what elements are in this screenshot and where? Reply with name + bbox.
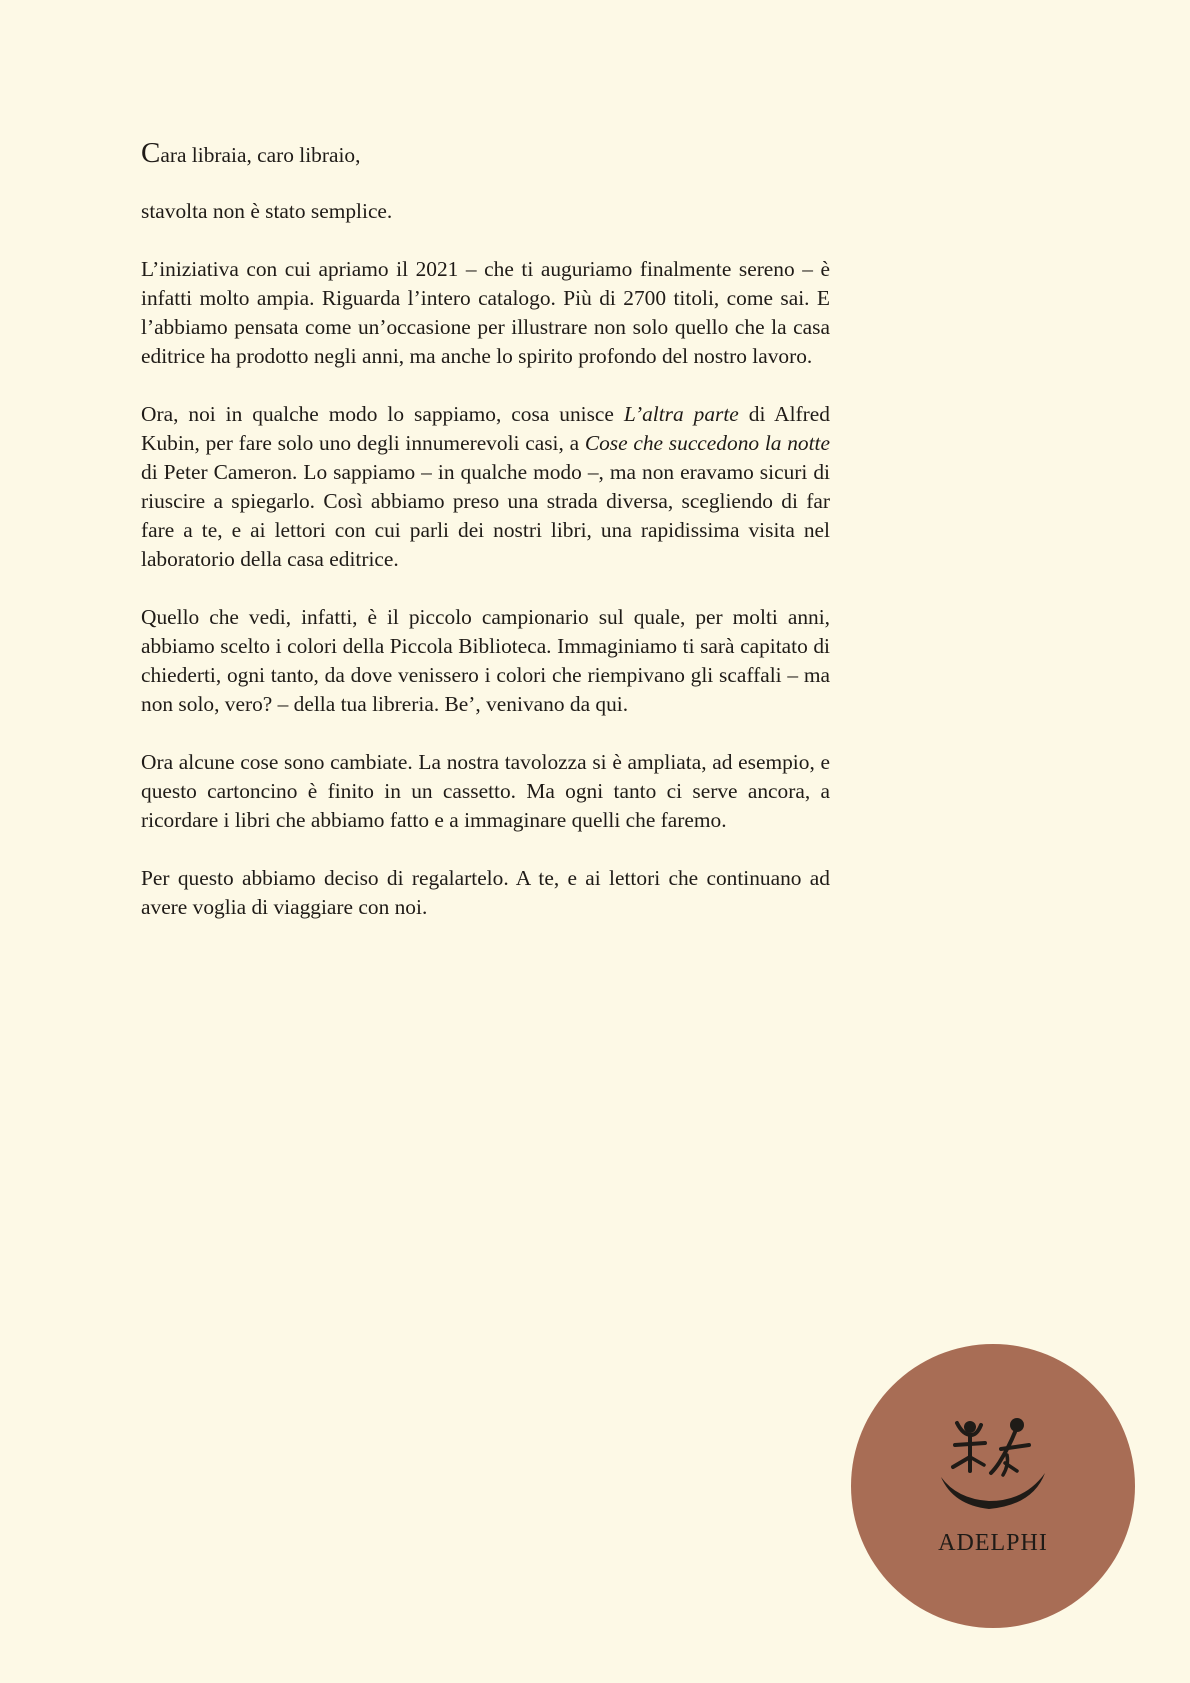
paragraph-5: Per questo abbiamo deciso di regalartelo. A te, e ai lettori che continuano ad avere voglia di viaggiare con noi. xyxy=(141,866,830,919)
paragraph-2 xyxy=(141,400,830,574)
paragraph-4: Ora alcune cose sono cambiate. La nostra tavolozza si è ampliata, ad esempio, e questo cartoncino è finito in un cassetto. Ma ogni tanto ci serve ancora, a ricordare i libri che abbiamo fatto e a immaginare quelli che faremo. xyxy=(141,750,830,832)
salutation-text: ara libraia, caro libraio, xyxy=(160,143,361,167)
paragraph-3: Quello che vedi, infatti, è il piccolo campionario sul quale, per molti anni, abbiamo scelto i colori della Piccola Biblioteca. Immaginiamo ti sarà capitato di chiederti, ogni tanto, da dove venissero i colori che riempivano gli scaffali – ma non solo, vero? – della tua libreria. Be’, venivano da qui. xyxy=(141,605,830,716)
adelphi-emblem-icon xyxy=(937,1413,1049,1513)
salutation xyxy=(141,139,830,170)
opening-line: stavolta non è stato semplice. xyxy=(141,199,393,223)
letter-body xyxy=(141,139,830,951)
paragraph-2-part-a: Ora, noi in qualche modo lo sappiamo, cosa unisce xyxy=(141,402,624,426)
publisher-name: ADELPHI xyxy=(938,1530,1048,1556)
paragraph-1: L’iniziativa con cui apriamo il 2021 – che ti auguriamo finalmente sereno – è infatti molto ampia. Riguarda l’intero catalogo. Più di 2700 titoli, come sai. E l’abbiamo pensata come un’occasione per illustrare non solo quello che la casa editrice ha prodotto negli anni, ma anche lo spirito profondo del nostro lavoro. xyxy=(141,257,830,368)
salutation-initial: C xyxy=(141,137,161,169)
paragraph-2-part-c: di Peter Cameron. Lo sappiamo – in qualche modo –, ma non eravamo sicuri di riuscire a spiegarlo. Così abbiamo preso una strada diversa, scegliendo di far fare a te, e ai lettori con cui parli dei nostri libri, una rapidissima visita nel laboratorio della casa editrice. xyxy=(141,460,830,571)
book-title-cose-che-succedono-la-notte: Cose che succedono la notte xyxy=(584,431,830,455)
paragraph-2-part-b: di Alfred Kubin, per fare solo uno degli innumerevoli casi, a xyxy=(141,402,830,455)
adelphi-seal xyxy=(851,1344,1135,1628)
book-title-l-altra-parte: L’altra parte xyxy=(623,402,739,426)
